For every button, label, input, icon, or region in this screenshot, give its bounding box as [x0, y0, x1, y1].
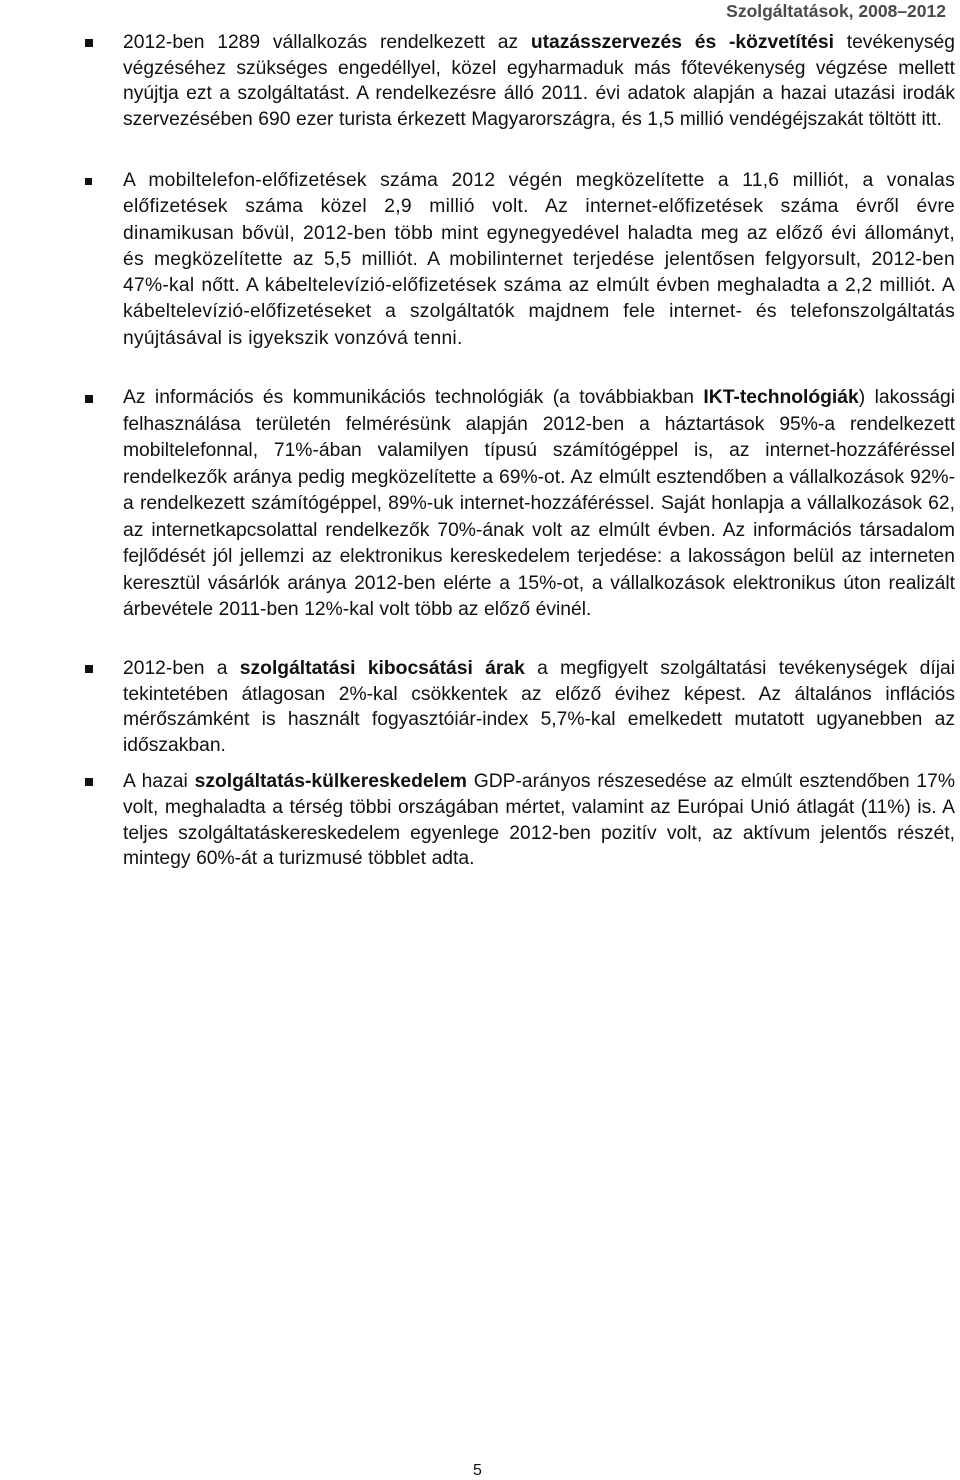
paragraph-text: ) lakossági felhasználása területén felmérésünk alapján 2012-ben a háztartások 95%-a rendelkezett mobiltelefonnal, 71%-ában valamilyen típusú számítógéppel is, az internet-hozzáféréssel rendelkezők aránya pedig megközelítette a 69%-ot. Az elmúlt esztendőben a vállalkozások 92%-a rendelkezett számítógéppel, 89%-uk internet-hozzáféréssel. Saját honlapja a vállalkozások 62, az internetkapcsolattal rendelkezők 70%-ának volt az elmúlt évben. Az információs társadalom fejlődését jól jellemzi az elektronikus kereskedelem terjedése: a lakosságon belül az interneten keresztül vásárlók aránya 2012-ben elérte a 15%-ot, a vállalkozások elektronikus úton realizált árbevétele 2011-ben 12%-kal volt több az előző évinél.: [123, 387, 955, 620]
bullet-paragraph: [123, 656, 955, 759]
running-header: Szolgáltatások, 2008–2012: [726, 1, 946, 21]
paragraph-text: tevékenység végzéséhez szükséges engedéllyel, közel egyharmaduk más főtevékenység végzése mellett nyújtja ezt a szolgáltatást. A rendelkezésre álló 2011. évi adatok alapján a hazai utazási irodák szervezésében 690 ezer turista érkezett Magyarországra, és 1,5 millió vendégéjszakát töltött itt.: [123, 32, 955, 130]
paragraph-text: A mobiltelefon-előfizetések száma 2012 végén megközelítette a 11,6 milliót, a vonalas előfizetések száma közel 2,9 millió volt. Az internet-előfizetések száma évről évre dinamikusan bővül, 2012-ben több mint egynegyedével haladta meg az előző évi állományt, és megközelítette az 5,5 milliót. A mobilinternet terjedése jelentősen felgyorsult, 2012-ben 47%-kal nőtt. A kábeltelevízió-előfizetések száma az elmúlt évben meghaladta a 2,2 milliót. A kábeltelevízió-előfizetéseket a szolgáltatók majdnem fele internet- és telefonszolgáltatás nyújtásával is igyekszik vonzóvá tenni.: [123, 170, 955, 349]
paragraph-text: 2012-ben 1289 vállalkozás rendelkezett az: [123, 32, 531, 53]
square-bullet-icon: [85, 178, 92, 185]
square-bullet-icon: [85, 778, 93, 786]
paragraph-text: a megfigyelt szolgáltatási tevékenységek díjai tekintetében átlagosan 2%-kal csökkentek az előző évihez képest. Az általános inflációs mérőszámként is használt fogyasztóiár-index 5,7%-kal emelkedett mutatott ugyanebben az időszakban.: [123, 658, 955, 757]
paragraph-text: GDP-arányos részesedése az elmúlt esztendőben 17% volt, meghaladta a térség többi országában mértet, valamint az Európai Unió átlagát (11%) is. A teljes szolgáltatáskereskedelem egyenlege 2012-ben pozitív volt, az aktívum jelentős részét, mintegy 60%-át a turizmusé többlet adta.: [123, 771, 955, 870]
emphasis-text: utazásszervezés és -közvetítési: [530, 32, 834, 53]
emphasis-text: IKT-technológiák: [703, 387, 859, 408]
bullet-paragraph: [123, 168, 955, 352]
square-bullet-icon: [85, 39, 93, 47]
paragraph-text: A hazai: [123, 771, 195, 792]
paragraph-text: 2012-ben a: [123, 658, 240, 679]
bullet-paragraph: [123, 385, 955, 624]
paragraph-text: Az információs és kommunikációs technológiák (a továbbiakban: [123, 387, 704, 408]
square-bullet-icon: [85, 395, 93, 403]
emphasis-text: szolgáltatás-külkereskedelem: [194, 771, 467, 792]
page-number: 5: [473, 1462, 482, 1479]
emphasis-text: szolgáltatási kibocsátási árak: [239, 658, 525, 679]
bullet-paragraph: [123, 769, 955, 872]
square-bullet-icon: [85, 665, 93, 673]
bullet-paragraph: [123, 30, 955, 132]
